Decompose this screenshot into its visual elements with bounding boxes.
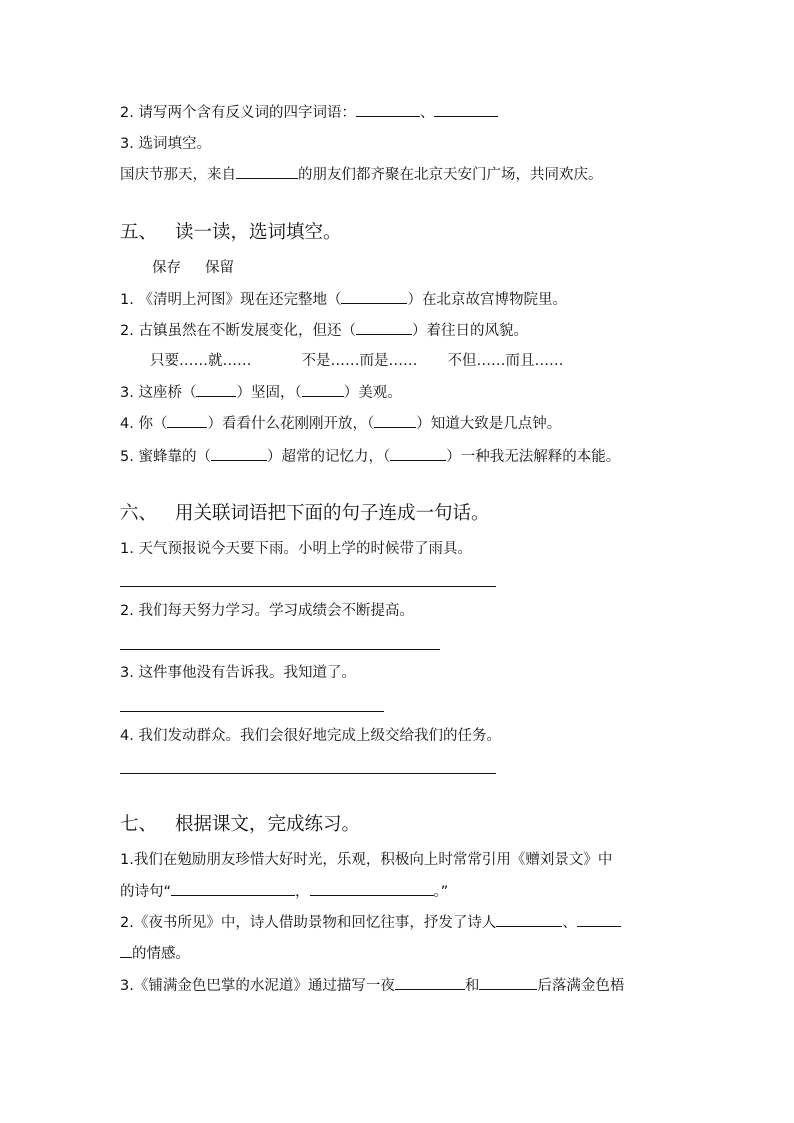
answer-blank[interactable]: [211, 446, 267, 461]
answer-blank[interactable]: [171, 881, 295, 896]
sentence-text: ）着往日的风貌。: [411, 323, 528, 339]
word-choices-1: [152, 258, 234, 278]
word-choice: 保存: [152, 260, 181, 276]
word-choice: 只要……就……: [150, 353, 252, 369]
q5-2-line: [120, 320, 528, 341]
section-number: 六、: [120, 503, 158, 524]
sentence-text: 3. 这座桥（: [120, 385, 197, 401]
answer-line[interactable]: [120, 773, 496, 774]
answer-blank[interactable]: [356, 102, 420, 117]
sentence-text: ）超常的记忆力，（: [266, 449, 391, 465]
answer-line[interactable]: [120, 649, 440, 650]
sentence-text: 。”: [433, 884, 449, 900]
answer-blank[interactable]: [577, 912, 621, 927]
answer-blank[interactable]: [390, 446, 446, 461]
separator: 、: [419, 105, 435, 121]
answer-blank[interactable]: [236, 164, 298, 179]
q7-1-line2: [120, 881, 448, 902]
section-title: 用关联词语把下面的句子连成一句话。: [175, 503, 490, 524]
answer-line[interactable]: [120, 711, 384, 712]
section-number: 七、: [120, 814, 158, 835]
section-number: 五、: [120, 222, 158, 243]
answer-line[interactable]: [120, 586, 496, 587]
sentence-text: 的朋友们都齐聚在北京天安门广场，共同欢庆。: [298, 167, 603, 183]
answer-blank[interactable]: [302, 382, 344, 397]
answer-blank[interactable]: [374, 413, 416, 428]
q7-3-line1: [120, 975, 624, 996]
sentence-text: ）一种我无法解释的本能。: [446, 449, 621, 465]
sentence-text: ，: [295, 884, 310, 900]
sentence-text: ）坚固，（: [236, 385, 302, 401]
sentence-text: 国庆节那天，来自: [120, 167, 236, 183]
answer-blank[interactable]: [120, 943, 132, 958]
section-title: 根据课文，完成练习。: [175, 814, 361, 835]
answer-blank[interactable]: [310, 881, 434, 896]
word-choices-2: [150, 351, 564, 371]
sentence-text: 3.《铺满金色巴掌的水泥道》通过描写一夜: [120, 978, 395, 994]
sentence-text: 后落满金色梧: [537, 978, 625, 994]
answer-blank[interactable]: [479, 975, 537, 990]
sentence-text: 的诗句“: [120, 884, 172, 900]
q4-2-line: [120, 102, 498, 123]
sentence-text: ）美观。: [343, 385, 402, 401]
answer-blank[interactable]: [341, 289, 407, 304]
sentence-text: ）在北京故宫博物院里。: [407, 292, 567, 308]
q7-1-line1: 1.我们在勉励朋友珍惜大好时光，乐观，积极向上时常常引用《赠刘景文》中: [120, 852, 613, 868]
sentence-text: 4. 你（: [120, 416, 168, 432]
sentence-text: 的情感。: [132, 946, 190, 962]
section-heading-5: [120, 221, 342, 245]
sentence-text: 2. 古镇虽然在不断发展变化，但还（: [120, 323, 356, 339]
word-choice: 保留: [205, 260, 234, 276]
sentence-text: ）知道大致是几点钟。: [416, 416, 562, 432]
section-title: 读一读，选词填空。: [175, 222, 342, 243]
answer-blank[interactable]: [434, 102, 498, 117]
q6-2-text: 2. 我们每天努力学习。学习成绩会不断提高。: [120, 603, 414, 619]
q5-4-line: [120, 413, 561, 434]
section-heading-6: [120, 502, 490, 526]
q7-2-line2: [120, 943, 190, 964]
sentence-text: ）看看什么花刚刚开放，（: [207, 416, 375, 432]
answer-blank[interactable]: [167, 413, 207, 428]
answer-blank[interactable]: [395, 975, 465, 990]
word-choice: 不但……而且……: [447, 353, 564, 369]
word-choice: 不是……而是……: [301, 353, 418, 369]
q6-4-text: 4. 我们发动群众。我们会很好地完成上级交给我们的任务。: [120, 728, 501, 744]
answer-blank[interactable]: [356, 320, 412, 335]
q4-3-title: 3. 选词填空。: [120, 136, 211, 152]
q6-3-text: 3. 这件事他没有告诉我。我知道了。: [120, 665, 356, 681]
sentence-text: 和: [464, 978, 480, 994]
answer-blank[interactable]: [496, 912, 562, 927]
sentence-text: 2.《夜书所见》中，诗人借助景物和回忆往事，抒发了诗人: [120, 915, 497, 931]
sentence-text: 1. 《清明上河图》现在还完整地（: [120, 292, 342, 308]
section-heading-7: [120, 813, 360, 837]
answer-blank[interactable]: [196, 382, 236, 397]
q5-5-line: [120, 446, 620, 467]
q5-1-line: [120, 289, 567, 310]
q4-2-prompt: 2. 请写两个含有反义词的四字词语：: [120, 105, 356, 121]
q4-3-sentence: [120, 164, 603, 185]
separator: 、: [562, 915, 577, 931]
q7-2-line1: [120, 912, 621, 933]
q6-1-text: 1. 天气预报说今天要下雨。小明上学的时候带了雨具。: [120, 541, 472, 557]
q5-3-line: [120, 382, 402, 403]
sentence-text: 5. 蜜蜂靠的（: [120, 449, 211, 465]
